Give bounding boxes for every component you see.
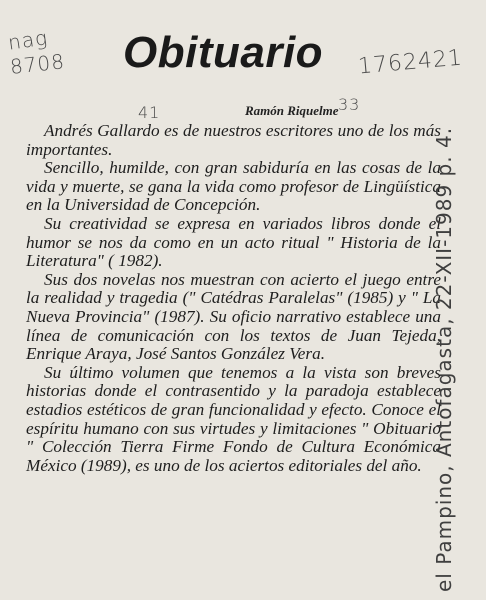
handwritten-note-nag: nag: [6, 25, 50, 55]
handwritten-mark-33: 33: [338, 95, 361, 114]
handwritten-catalog-number-right: 1762421: [357, 45, 464, 80]
paragraph: Su creatividad se expresa en variados libros donde el humor se nos da como en un acto ritual " Historia de la Literatura" ( 1982).: [26, 213, 441, 271]
handwritten-source-note: el Pampino, Antofagasta, 22-XII-1989 p. 4.: [432, 126, 456, 592]
handwritten-mark-41: 41: [138, 103, 161, 122]
article-author: Ramón Riquelme: [245, 103, 339, 118]
handwritten-catalog-number-left: 8708: [8, 49, 67, 79]
article-title: Obituario: [123, 28, 324, 77]
paragraph: Sencillo, humilde, con gran sabiduría en las cosas de la vida y muerte, se gana la vida como profesor de Lingüística en la Universidad de Concepción.: [26, 158, 441, 215]
paragraph: Andrés Gallardo es de nuestros escritores uno de los más importantes.: [26, 121, 441, 159]
paragraph: Sus dos novelas nos muestran con acierto el juego entre la realidad y tragedia (" Catédras Paralelas" (1985) y " La Nueva Provincia" (1987). Su oficio narrativo establece una línea de comunicación con los textos de Juan Tejeda, Enrique Araya, José Santos González Vera.: [26, 269, 441, 364]
paragraph: Su último volumen que tenemos a la vista son breves historias donde el contrasentido y la paradoja establece estadios estéticos de gran funcionalidad y efecto. Conoce el espíritu humano con sus virtudes y limitaciones " Obituario " Colección Tierra Firme Fondo de Cultura Económica México (1989), es uno de los aciertos editoriales del año.: [26, 362, 441, 475]
article-body: [26, 122, 441, 475]
